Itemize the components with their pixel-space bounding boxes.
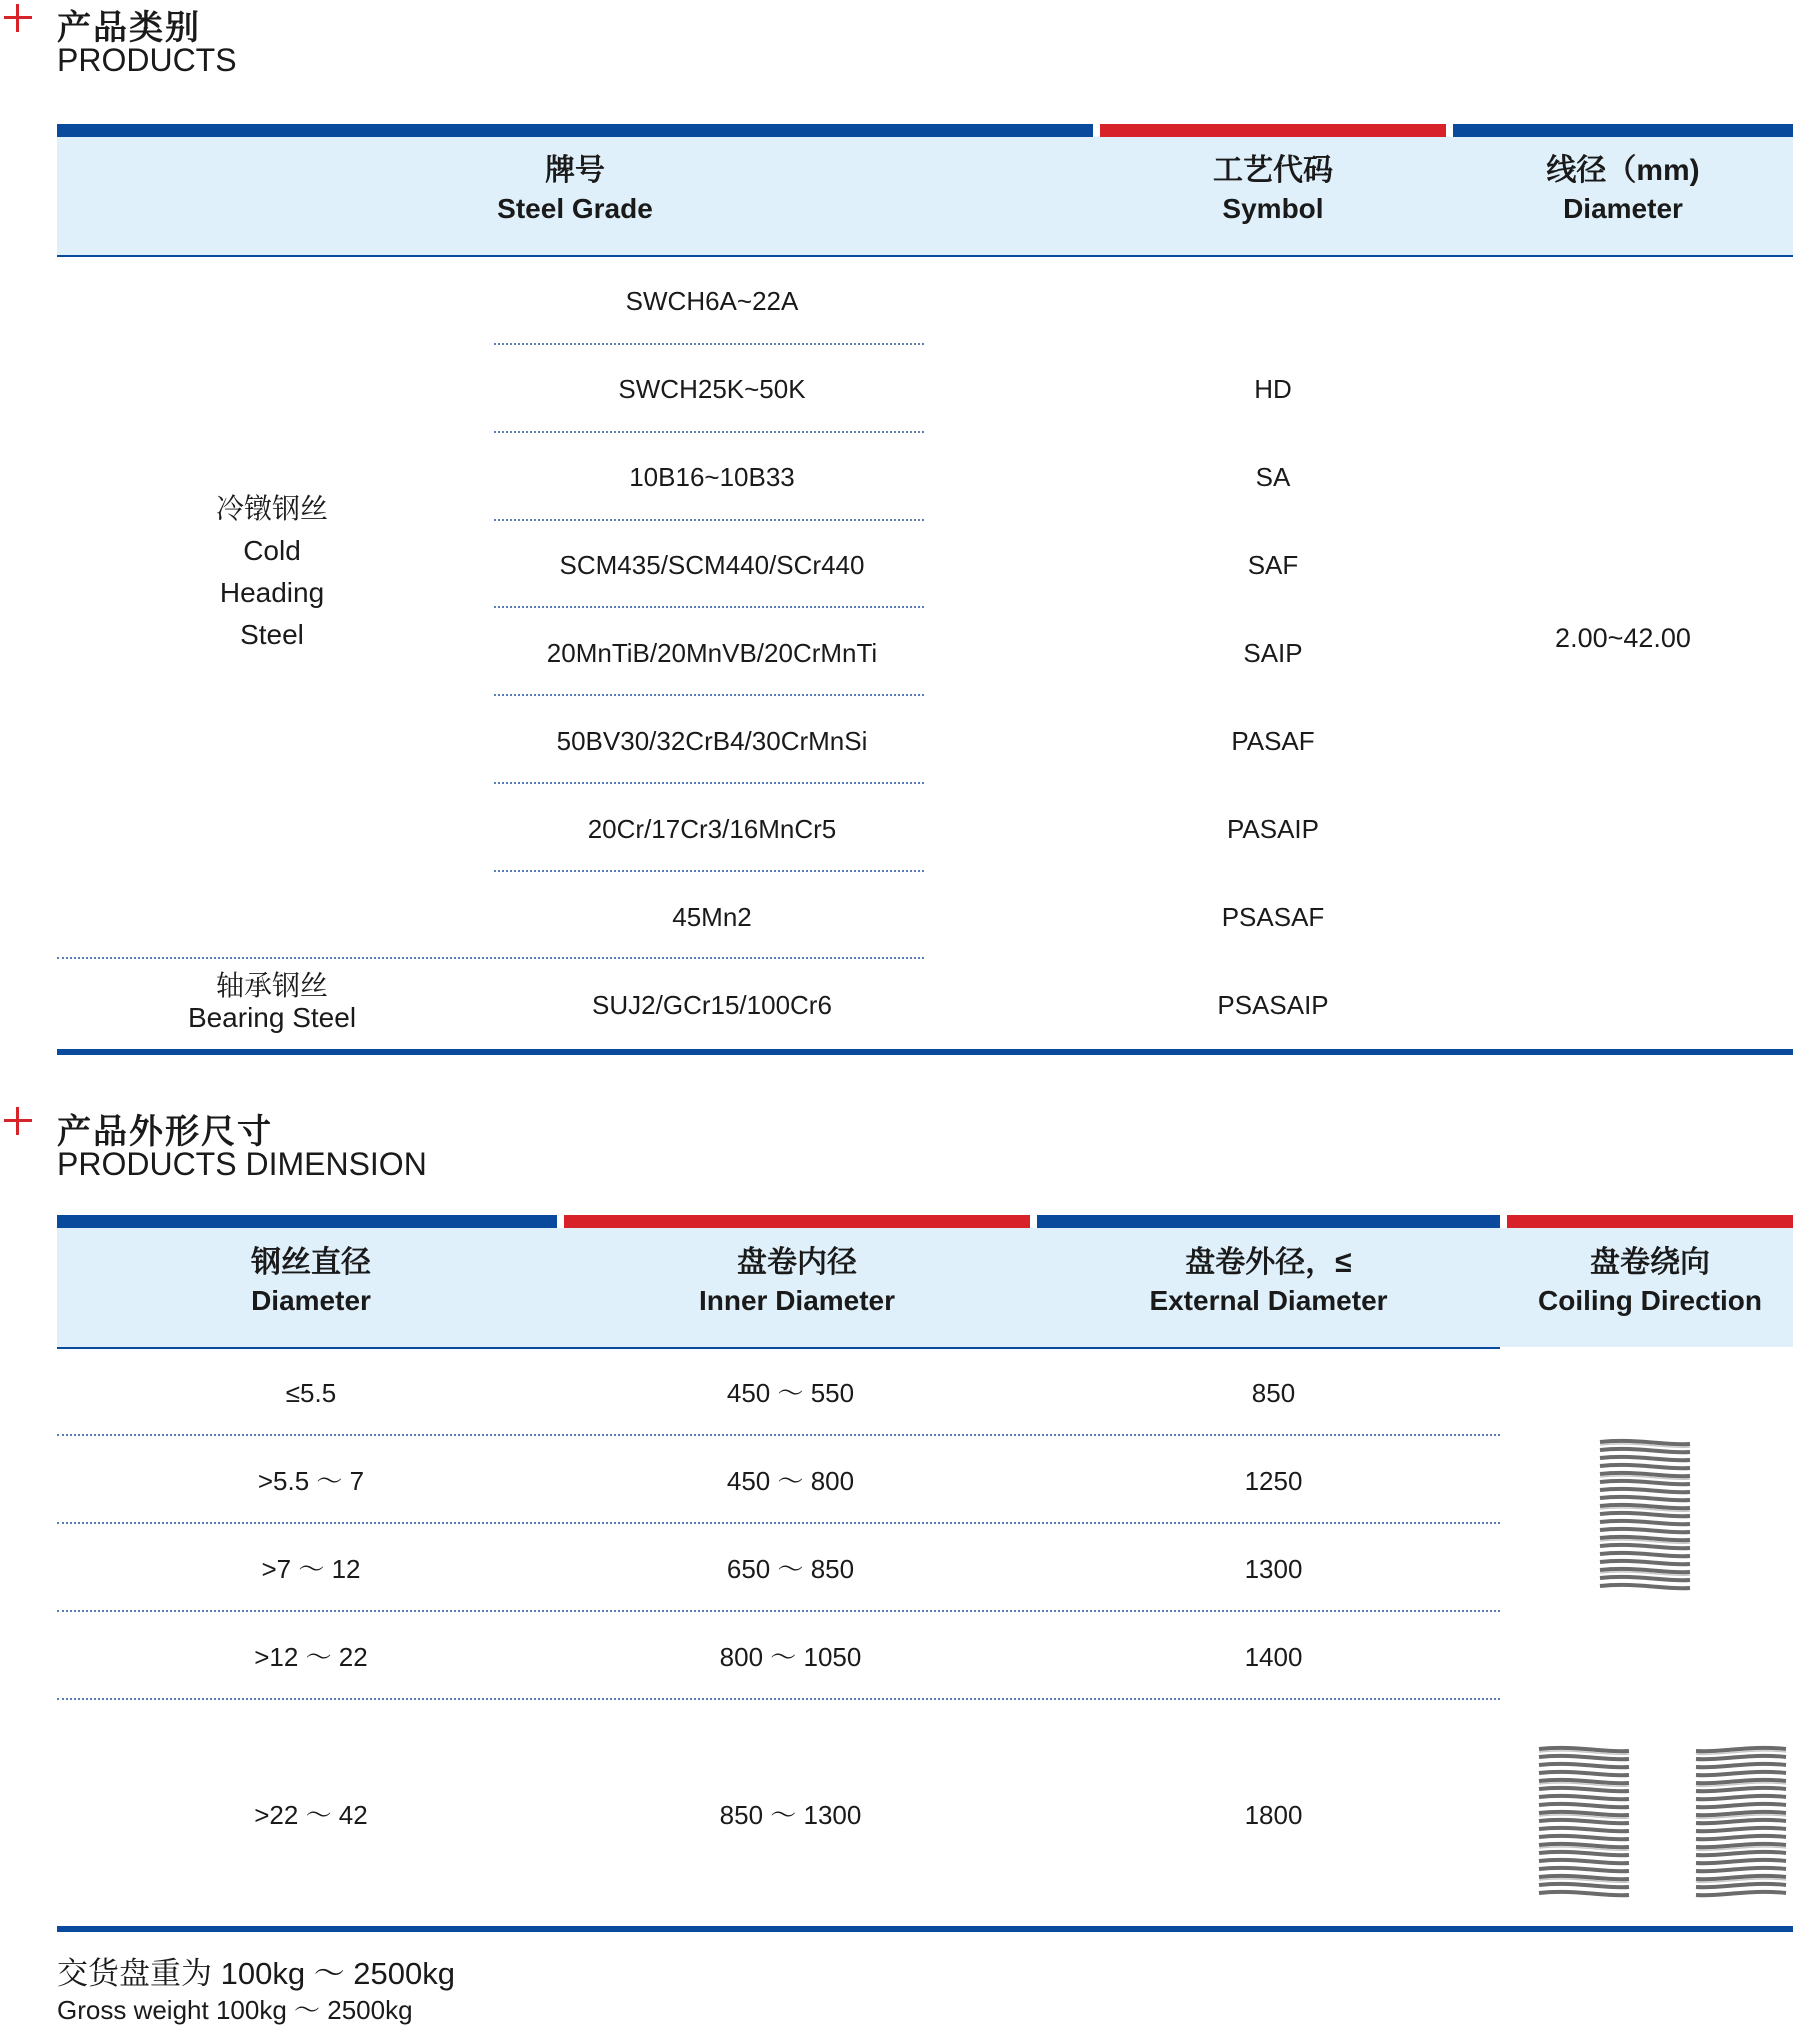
header-external-diameter: 盘卷外径，≤ External Diameter (1149, 1246, 1388, 1316)
header-symbol: 工艺代码 Symbol (1213, 154, 1333, 224)
category-bearing-steel: 轴承钢丝 Bearing Steel (187, 970, 357, 1033)
row-divider (494, 519, 924, 521)
header-bar-blue (57, 1215, 557, 1228)
header-bar-red (1100, 124, 1446, 137)
gross-weight-note-en: Gross weight 100kg ～ 2500kg (57, 1995, 413, 2025)
row-divider (494, 606, 924, 608)
table-row-diameter: >12 ～ 22 (254, 1642, 368, 1672)
table-row-inner: 450 ～ 800 (726, 1466, 855, 1496)
table-row-diameter: >5.5 ～ 7 (257, 1466, 365, 1496)
header-bar-red (564, 1215, 1030, 1228)
table-row-diameter: ≤5.5 (285, 1378, 337, 1408)
grade-cell: 10B16~10B33 (629, 462, 795, 492)
header-inner-diameter: 盘卷内径 Inner Diameter (698, 1246, 896, 1316)
symbol-cell: PSASAIP (1217, 990, 1329, 1020)
grade-cell: 20Cr/17Cr3/16MnCr5 (587, 814, 837, 844)
diameter-range: 2.00~42.00 (1555, 623, 1691, 653)
row-divider (494, 870, 924, 872)
symbol-cell: SAIP (1243, 638, 1303, 668)
row-divider (494, 343, 924, 345)
header-steel-grade: 牌号 Steel Grade (497, 154, 653, 224)
grade-cell: 45Mn2 (672, 902, 752, 932)
section-title-en: PRODUCTS DIMENSION (57, 1146, 427, 1182)
row-divider (57, 1522, 1500, 1524)
plus-icon (4, 4, 32, 32)
plus-icon (4, 1107, 32, 1135)
gross-weight-note-cn: 交货盘重为 100kg ～ 2500kg (57, 1956, 456, 1991)
symbol-cell: PASAIP (1226, 814, 1319, 844)
grade-cell: SUJ2/GCr15/100Cr6 (592, 990, 832, 1020)
symbol-cell: PASAF (1231, 726, 1315, 756)
grade-cell: 50BV30/32CrB4/30CrMnSi (556, 726, 868, 756)
symbol-cell: SAF (1247, 550, 1299, 580)
row-divider (57, 957, 924, 959)
table-bottom-rule (57, 1926, 1793, 1932)
table-row-inner: 650 ～ 850 (726, 1554, 855, 1584)
table-row-diameter: >22 ～ 42 (254, 1800, 368, 1830)
row-divider (494, 782, 924, 784)
header-underline (57, 255, 1793, 257)
category-cold-heading: 冷镦钢丝 Cold Heading Steel (215, 493, 328, 650)
section-title-cn: 产品类别 (57, 9, 201, 47)
header-bar-blue (1453, 124, 1793, 137)
table-row-external: 850 (1251, 1378, 1296, 1408)
grade-cell: 20MnTiB/20MnVB/20CrMnTi (546, 638, 878, 668)
coil-spring-icon (1535, 1743, 1633, 1905)
table-row-external: 1300 (1244, 1554, 1303, 1584)
header-bar-blue (57, 124, 1093, 137)
section-title-en: PRODUCTS (57, 42, 237, 78)
coil-spring-icon (1692, 1743, 1790, 1905)
row-divider (57, 1698, 1500, 1700)
grade-cell: SCM435/SCM440/SCr440 (559, 550, 865, 580)
coil-spring-icon (1596, 1436, 1694, 1598)
header-diameter: 线径（mm) Diameter (1546, 154, 1700, 224)
table-row-inner: 800 ～ 1050 (719, 1642, 862, 1672)
table-row-external: 1800 (1244, 1800, 1303, 1830)
header-wire-diameter: 钢丝直径 Diameter (251, 1246, 371, 1316)
row-divider (494, 431, 924, 433)
table-row-inner: 850 ～ 1300 (719, 1800, 862, 1830)
table-row-external: 1250 (1244, 1466, 1303, 1496)
section-title-cn: 产品外形尺寸 (57, 1113, 273, 1151)
symbol-cell: HD (1254, 374, 1292, 404)
row-divider (57, 1434, 1500, 1436)
row-divider (57, 1610, 1500, 1612)
header-underline (57, 1347, 1500, 1349)
table-row-diameter: >7 ～ 12 (261, 1554, 361, 1584)
header-bar-blue (1037, 1215, 1500, 1228)
header-coiling-direction: 盘卷绕向 Coiling Direction (1538, 1246, 1762, 1316)
header-bar-red (1507, 1215, 1793, 1228)
grade-cell: SWCH25K~50K (618, 374, 806, 404)
row-divider (494, 694, 924, 696)
grade-cell: SWCH6A~22A (625, 286, 799, 316)
table-bottom-rule (57, 1049, 1793, 1055)
table-row-inner: 450 ～ 550 (726, 1378, 855, 1408)
symbol-cell: SA (1255, 462, 1291, 492)
table-row-external: 1400 (1244, 1642, 1303, 1672)
symbol-cell: PSASAF (1221, 902, 1325, 932)
